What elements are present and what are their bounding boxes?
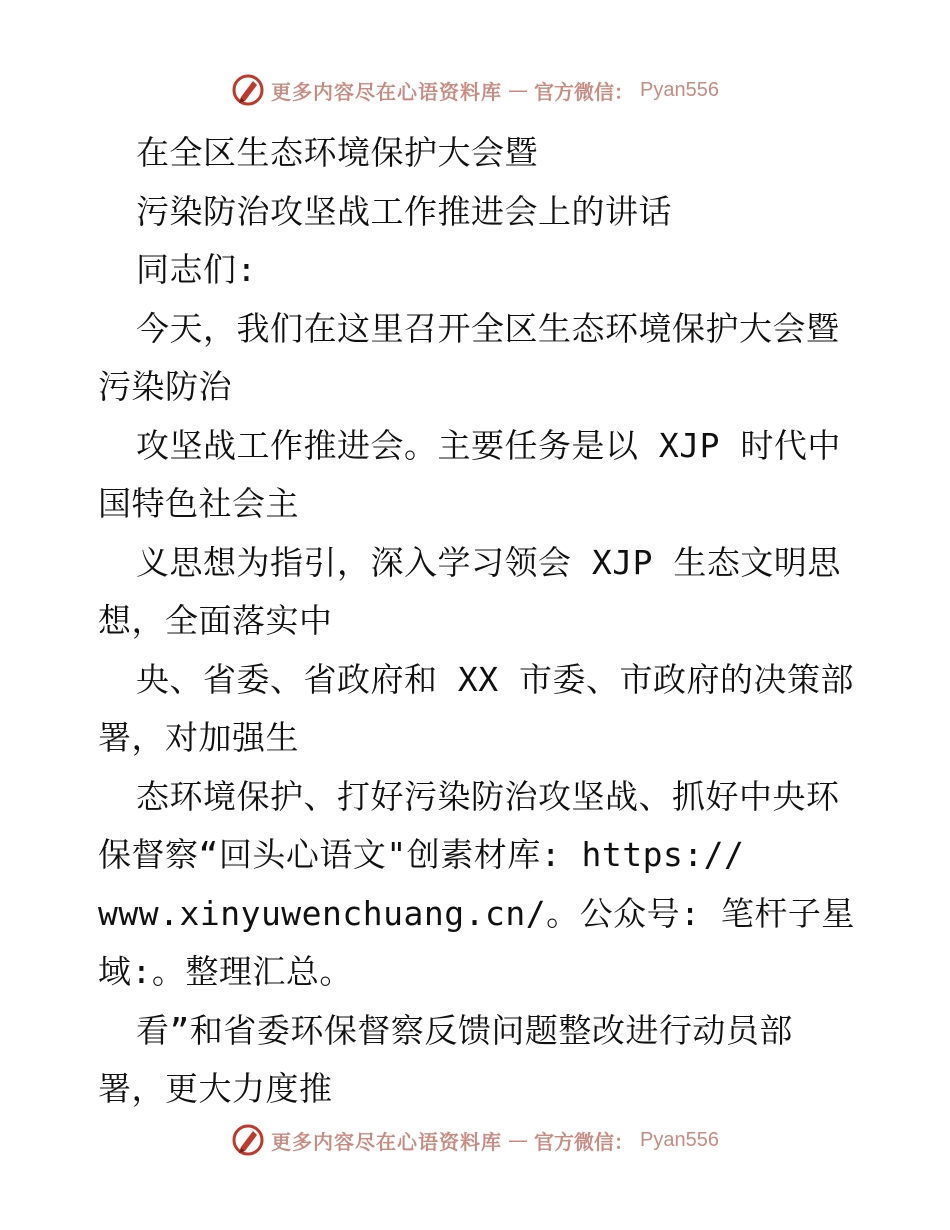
text-line: 看”和省委环保督察反馈问题整改进行动员部 — [136, 1010, 793, 1050]
text-line: 想，全面落实中 — [98, 601, 333, 640]
text-line: 同志们: — [136, 250, 257, 289]
text-line: 攻坚战工作推进会。主要任务是以 XJP 时代中 — [136, 425, 841, 465]
text-line: 态环境保护、打好污染防治攻坚战、抓好中央环 — [136, 776, 840, 816]
header-watermark-banner — [0, 70, 950, 110]
banner-wechat-id: Pyan556 — [640, 78, 719, 101]
text-line: 域:。整理汇总。 — [98, 952, 353, 991]
text-line: 污染防治 — [98, 367, 232, 406]
text-line: 署，更大力度推 — [98, 1069, 333, 1108]
banner-wechat-label: 官方微信： — [534, 1129, 635, 1154]
text-line: 署，对加强生 — [98, 718, 299, 757]
footer-watermark-banner — [0, 1120, 950, 1160]
text-line: 在全区生态环境保护大会暨 — [136, 133, 538, 172]
banner-separator: — — [508, 78, 529, 102]
text-line: 义思想为指引，深入学习领会 XJP 生态文明思 — [136, 542, 841, 582]
document-body — [98, 124, 858, 1119]
pen-logo-icon — [231, 73, 265, 107]
text-line: 污染防治攻坚战工作推进会上的讲话 — [136, 191, 672, 231]
pen-logo-icon — [231, 1123, 265, 1157]
text-line: 国特色社会主 — [98, 484, 299, 523]
text-line: www.xinyuwenchuang.cn/。公众号: 笔杆子星 — [98, 893, 855, 933]
text-line: 央、省委、省政府和 XX 市委、市政府的决策部 — [136, 659, 854, 699]
text-line: 保督察“回头心语文"创素材库: https:// — [98, 835, 745, 874]
banner-separator: — — [508, 1128, 529, 1152]
banner-text: 更多内容尽在心语资料库 — [271, 79, 503, 104]
banner-wechat-label: 官方微信： — [534, 79, 635, 104]
banner-wechat-id: Pyan556 — [640, 1128, 719, 1151]
text-line: 今天，我们在这里召开全区生态环境保护大会暨 — [136, 308, 840, 348]
banner-text: 更多内容尽在心语资料库 — [271, 1129, 503, 1154]
